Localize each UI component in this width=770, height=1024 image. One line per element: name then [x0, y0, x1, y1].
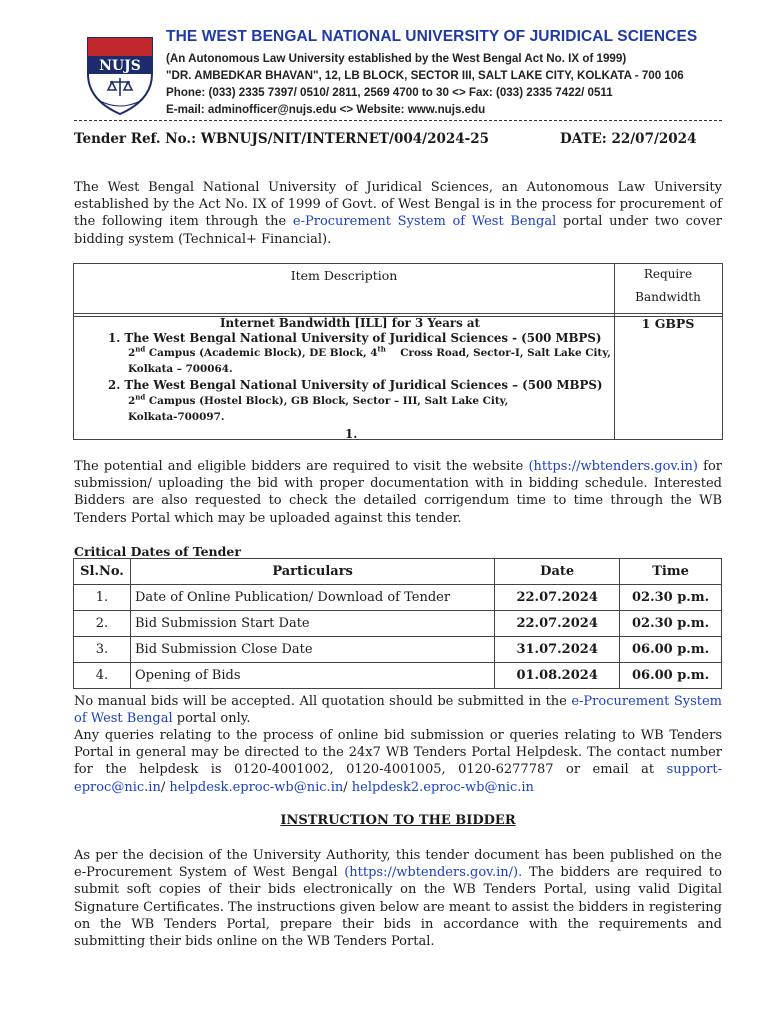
row-date: 22.07.2024	[495, 611, 620, 637]
university-subtitle: (An Autonomous Law University established by the West Bengal Act No. IX of 1999)	[166, 52, 627, 65]
wbtenders-link[interactable]: (https://wbtenders.gov.in)	[528, 459, 698, 474]
manual-bids-text-end: portal only.	[172, 711, 251, 727]
item2-address: 2nd Campus (Hostel Block), GB Block, Sector – III, Salt Lake City,	[128, 392, 509, 407]
item1-address-line2: Kolkata – 700064.	[128, 363, 233, 375]
row-particular: Opening of Bids	[130, 663, 494, 689]
queries-paragraph	[74, 727, 722, 796]
item-table	[73, 263, 723, 440]
intro-text: The West Bengal National University of Juridical Sciences, an Autonomous Law University established by the Act No. IX of 1999 of Govt. of West Bengal is in the process for procurement of the following item through the	[74, 180, 722, 230]
email-separator: /	[160, 779, 170, 795]
university-logo	[84, 34, 156, 118]
col-date: Date	[495, 559, 620, 585]
bandwidth-value: 1 GBPS	[641, 316, 695, 331]
queries-text: Any queries relating to the process of online bid submission or queries relating to WB Tenders Portal in general may be directed to the 24x7 WB Tenders Portal Helpdesk. The contact number for the helpdesk is 0120-4001002, 0120-4001005, 0120-6277787 or email at	[74, 728, 722, 778]
row-slno: 3.	[74, 637, 131, 663]
col-particulars: Particulars	[130, 559, 494, 585]
email-separator: /	[343, 779, 352, 795]
table-row	[74, 637, 722, 663]
item-heading: Internet Bandwidth [ILL] for 3 Years at	[220, 316, 480, 330]
row-particular: Bid Submission Start Date	[130, 611, 494, 637]
row-date: 31.07.2024	[495, 637, 620, 663]
row-slno: 4.	[74, 663, 131, 689]
row-date: 22.07.2024	[495, 585, 620, 611]
manual-bids-text: No manual bids will be accepted. All quotation should be submitted in the	[74, 694, 572, 709]
col-slno: Sl.No.	[74, 559, 131, 585]
critical-dates-title: Critical Dates of Tender	[74, 544, 241, 559]
logo-text: NUJS	[99, 58, 141, 74]
e-procurement-link[interactable]: e-Procurement System of West Bengal	[292, 214, 557, 230]
instructions-paragraph	[74, 847, 722, 950]
university-address: "DR. AMBEDKAR BHAVAN", 12, LB BLOCK, SECTOR III, SALT LAKE CITY, KOLKATA - 700 106	[166, 69, 684, 82]
critical-dates-table	[73, 558, 722, 689]
row-time: 06.00 p.m.	[620, 663, 722, 689]
eligibility-paragraph	[74, 458, 722, 527]
table-row	[74, 663, 722, 689]
row-slno: 2.	[74, 611, 131, 637]
manual-bids-paragraph	[74, 693, 722, 727]
table-row	[74, 585, 722, 611]
instructions-text-end: The bidders are required to submit soft copies of their bids electronically on the WB Tenders Portal, using valid Digital Signature Certificates. The instructions given below are meant to assist the bidders in registering on the WB Tenders Portal, prepare their bids in accordance with the requirements and submitting their bids online on the WB Tenders Portal.	[74, 865, 722, 950]
row-time: 06.00 p.m.	[620, 637, 722, 663]
university-email: E-mail: adminofficer@nujs.edu <> Website: www.nujs.edu	[166, 103, 486, 116]
university-phone: Phone: (033) 2335 7397/ 0510/ 2811, 2569 4700 to 30 <> Fax: (033) 2335 7422/ 0511	[166, 86, 613, 99]
item2-address-line2: Kolkata-700097.	[128, 411, 225, 423]
eligibility-text-end: for submission/ uploading the bid with proper documentation with in bidding schedule. Interested Bidders are also requested to check the detailed corrigendum time to time through the WB Tenders Portal which may be uploaded against this tender.	[74, 459, 722, 526]
row-particular: Bid Submission Close Date	[130, 637, 494, 663]
tender-reference: Tender Ref. No.: WBNUJS/NIT/INTERNET/004/2024-25	[74, 131, 490, 147]
tender-date: DATE: 22/07/2024	[560, 131, 697, 147]
row-particular: Date of Online Publication/ Download of Tender	[130, 585, 494, 611]
instructions-text: As per the decision of the University Authority, this tender document has been published on the e-Procurement System of West Bengal	[74, 848, 722, 881]
bandwidth-header-line1: Require	[643, 267, 693, 281]
col-time: Time	[620, 559, 722, 585]
eligibility-text: The potential and eligible bidders are required to visit the website	[74, 459, 529, 474]
bandwidth-header-line2: Bandwidth	[635, 290, 701, 304]
helpdesk-email-link[interactable]: helpdesk.eproc-wb@nic.in	[169, 779, 344, 795]
e-procurement-link-2[interactable]: e-Procurement System of West Bengal	[74, 694, 723, 727]
item1-address: 2nd Campus (Academic Block), DE Block, 4th Cross Road, Sector-I, Salt Lake City,	[128, 344, 611, 359]
row-time: 02.30 p.m.	[620, 611, 722, 637]
item2-title: 2. The West Bengal National University of Juridical Sciences – (500 MBPS)	[108, 378, 603, 392]
intro-text-end: portal under two cover bidding system (Technical+ Financial).	[74, 214, 722, 247]
table-row	[74, 611, 722, 637]
helpdesk2-email-link[interactable]: helpdesk2.eproc-wb@nic.in	[351, 779, 534, 795]
intro-paragraph	[74, 179, 722, 248]
university-title: THE WEST BENGAL NATIONAL UNIVERSITY OF JURIDICAL SCIENCES	[166, 28, 698, 45]
row-time: 02.30 p.m.	[620, 585, 722, 611]
instructions-title: INSTRUCTION TO THE BIDDER	[280, 813, 516, 828]
table-header-row	[74, 559, 722, 585]
row-slno: 1.	[74, 585, 131, 611]
item1-title: 1. The West Bengal National University of Juridical Sciences - (500 MBPS)	[108, 331, 602, 345]
item-description-header: Item Description	[290, 268, 398, 283]
header-divider	[74, 120, 722, 121]
wbtenders-link-2[interactable]: (https://wbtenders.gov.in/).	[344, 865, 523, 881]
item-trailing-number: 1.	[345, 427, 358, 441]
support-email-link[interactable]: support-eproc@nic.in	[74, 762, 722, 795]
row-date: 01.08.2024	[495, 663, 620, 689]
